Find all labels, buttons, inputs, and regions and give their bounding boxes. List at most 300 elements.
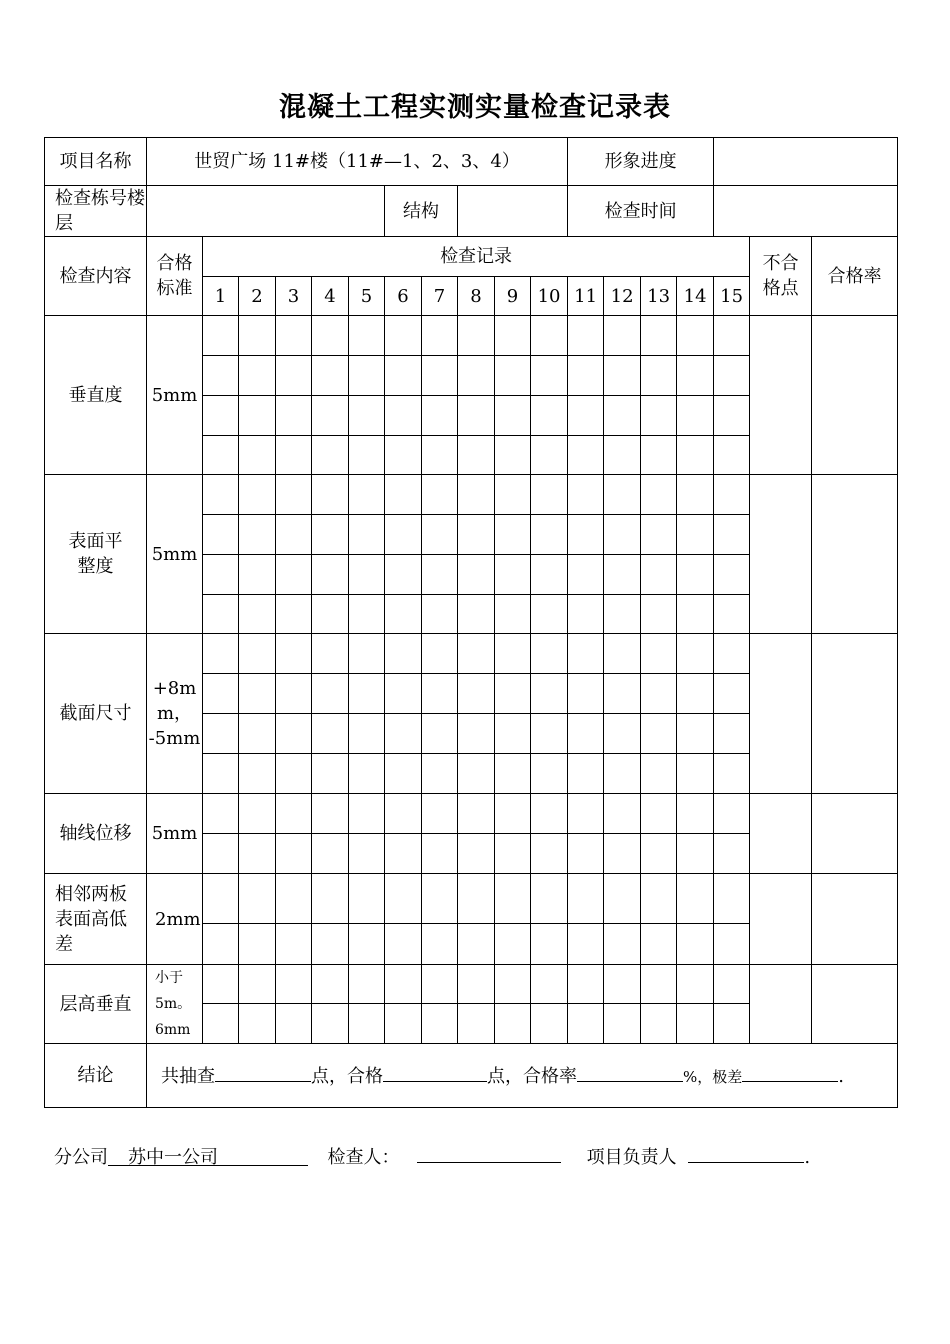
record-cell[interactable]	[641, 515, 677, 555]
record-cell[interactable]	[422, 634, 458, 674]
record-cell[interactable]	[385, 794, 422, 834]
record-cell[interactable]	[677, 475, 714, 515]
record-cell[interactable]	[714, 396, 750, 436]
record-cell[interactable]	[458, 634, 495, 674]
record-cell[interactable]	[568, 396, 604, 436]
fail-points-cell[interactable]	[750, 965, 812, 1044]
record-cell[interactable]	[714, 316, 750, 356]
record-cell[interactable]	[714, 714, 750, 754]
pass-rate-cell[interactable]	[812, 475, 898, 634]
record-cell[interactable]	[349, 794, 385, 834]
record-cell[interactable]	[677, 515, 714, 555]
record-cell[interactable]	[276, 595, 312, 634]
record-cell[interactable]	[349, 754, 385, 794]
record-cell[interactable]	[312, 595, 349, 634]
record-cell[interactable]	[239, 475, 276, 515]
record-cell[interactable]	[604, 396, 641, 436]
record-cell[interactable]	[203, 396, 239, 436]
pass-rate-cell[interactable]	[812, 316, 898, 475]
record-cell[interactable]	[385, 965, 422, 1004]
record-cell[interactable]	[239, 794, 276, 834]
record-cell[interactable]	[458, 316, 495, 356]
record-cell[interactable]	[312, 674, 349, 714]
record-cell[interactable]	[641, 674, 677, 714]
record-cell[interactable]	[276, 356, 312, 396]
record-cell[interactable]	[239, 924, 276, 965]
record-cell[interactable]	[495, 436, 531, 475]
record-cell[interactable]	[239, 634, 276, 674]
item-name-line: 表面平	[68, 531, 123, 552]
record-row	[45, 475, 898, 515]
record-cell[interactable]	[604, 515, 641, 555]
record-cell[interactable]	[714, 965, 750, 1004]
record-cell[interactable]	[495, 794, 531, 834]
project-name-field[interactable]: 世贸广场 11#楼（11#—1、2、3、4）	[147, 138, 568, 186]
record-cell[interactable]	[677, 356, 714, 396]
record-cell[interactable]	[531, 396, 568, 436]
record-cell[interactable]	[604, 754, 641, 794]
record-cell[interactable]	[531, 436, 568, 475]
record-cell[interactable]	[568, 674, 604, 714]
record-cell[interactable]	[422, 674, 458, 714]
record-cell[interactable]	[276, 396, 312, 436]
record-cell[interactable]	[604, 874, 641, 924]
record-cell[interactable]	[458, 834, 495, 874]
record-cell[interactable]	[276, 754, 312, 794]
record-cell[interactable]	[568, 754, 604, 794]
record-cell[interactable]	[641, 965, 677, 1004]
record-cell[interactable]	[531, 714, 568, 754]
record-cell[interactable]	[239, 965, 276, 1004]
record-cell[interactable]	[385, 754, 422, 794]
record-cell[interactable]	[239, 316, 276, 356]
record-cell[interactable]	[385, 555, 422, 595]
item-name-line: 表面高低	[55, 908, 127, 930]
sample-count-blank[interactable]	[215, 1061, 311, 1082]
record-cell[interactable]	[276, 555, 312, 595]
record-cell[interactable]	[385, 316, 422, 356]
progress-field[interactable]	[714, 138, 898, 186]
record-cell[interactable]	[239, 356, 276, 396]
record-cell[interactable]	[458, 436, 495, 475]
record-cell[interactable]	[531, 634, 568, 674]
record-cell[interactable]	[203, 965, 239, 1004]
record-cell[interactable]	[531, 356, 568, 396]
record-cell[interactable]	[276, 316, 312, 356]
record-cell[interactable]	[604, 555, 641, 595]
record-cell[interactable]	[385, 356, 422, 396]
record-cell[interactable]	[641, 595, 677, 634]
record-cell[interactable]	[239, 714, 276, 754]
pass-rate-cell[interactable]	[812, 634, 898, 794]
record-cell[interactable]	[677, 634, 714, 674]
record-cell[interactable]	[641, 475, 677, 515]
inspect-time-field[interactable]	[714, 186, 898, 237]
record-cell[interactable]	[312, 316, 349, 356]
record-cell[interactable]	[641, 356, 677, 396]
record-cell[interactable]	[568, 475, 604, 515]
record-cell[interactable]	[312, 515, 349, 555]
record-cell[interactable]	[458, 555, 495, 595]
record-cell[interactable]	[714, 356, 750, 396]
record-cell[interactable]	[531, 674, 568, 714]
project-lead-field[interactable]	[688, 1140, 804, 1163]
record-cell[interactable]	[276, 714, 312, 754]
record-cell[interactable]	[458, 794, 495, 834]
record-cell[interactable]	[385, 924, 422, 965]
record-cell[interactable]	[422, 794, 458, 834]
record-cell[interactable]	[604, 834, 641, 874]
record-cell[interactable]	[349, 834, 385, 874]
record-cell[interactable]	[349, 515, 385, 555]
column-header-row	[45, 237, 898, 277]
record-cell[interactable]	[239, 874, 276, 924]
record-cell[interactable]	[312, 555, 349, 595]
record-cell[interactable]	[276, 1004, 312, 1044]
fail-points-cell[interactable]	[750, 634, 812, 794]
record-cell[interactable]	[677, 874, 714, 924]
record-cell[interactable]	[458, 714, 495, 754]
record-cell[interactable]	[714, 794, 750, 834]
record-cell[interactable]	[568, 436, 604, 475]
record-cell[interactable]	[422, 834, 458, 874]
record-cell[interactable]	[312, 475, 349, 515]
record-cell[interactable]	[203, 475, 239, 515]
record-cell[interactable]	[458, 1004, 495, 1044]
record-cell[interactable]	[239, 515, 276, 555]
record-cell[interactable]	[604, 965, 641, 1004]
record-cell[interactable]	[349, 965, 385, 1004]
record-cell[interactable]	[349, 396, 385, 436]
record-cell[interactable]	[458, 924, 495, 965]
record-cell[interactable]	[385, 515, 422, 555]
record-cell[interactable]	[604, 674, 641, 714]
record-number: 2	[239, 277, 276, 316]
record-cell[interactable]	[495, 714, 531, 754]
record-cell[interactable]	[604, 595, 641, 634]
record-cell[interactable]	[568, 555, 604, 595]
record-cell[interactable]	[312, 1004, 349, 1044]
record-cell[interactable]	[276, 515, 312, 555]
record-cell[interactable]	[677, 924, 714, 965]
record-cell[interactable]	[641, 874, 677, 924]
record-cell[interactable]	[203, 316, 239, 356]
record-cell[interactable]	[239, 555, 276, 595]
record-cell[interactable]	[495, 874, 531, 924]
record-cell[interactable]	[385, 1004, 422, 1044]
record-cell[interactable]	[203, 595, 239, 634]
record-cell[interactable]	[203, 874, 239, 924]
range-blank[interactable]	[742, 1061, 838, 1082]
record-cell[interactable]	[495, 1004, 531, 1044]
record-cell[interactable]	[312, 874, 349, 924]
record-cell[interactable]	[677, 714, 714, 754]
record-cell[interactable]	[458, 356, 495, 396]
record-cell[interactable]	[312, 794, 349, 834]
record-cell[interactable]	[422, 316, 458, 356]
record-cell[interactable]	[568, 1004, 604, 1044]
record-cell[interactable]	[349, 555, 385, 595]
record-cell[interactable]	[203, 794, 239, 834]
record-cell[interactable]	[495, 475, 531, 515]
record-cell[interactable]	[239, 1004, 276, 1044]
record-cell[interactable]	[349, 714, 385, 754]
record-cell[interactable]	[714, 834, 750, 874]
record-cell[interactable]	[531, 555, 568, 595]
record-cell[interactable]	[422, 924, 458, 965]
record-cell[interactable]	[349, 874, 385, 924]
record-cell[interactable]	[604, 634, 641, 674]
record-cell[interactable]	[531, 924, 568, 965]
fail-points-cell[interactable]	[750, 794, 812, 874]
record-cell[interactable]	[531, 965, 568, 1004]
fail-points-cell[interactable]	[750, 475, 812, 634]
record-cell[interactable]	[349, 924, 385, 965]
record-cell[interactable]	[495, 316, 531, 356]
pass-count-blank[interactable]	[383, 1061, 487, 1082]
record-cell[interactable]	[422, 1004, 458, 1044]
record-cell[interactable]	[495, 674, 531, 714]
record-cell[interactable]	[568, 794, 604, 834]
record-cell[interactable]	[422, 595, 458, 634]
pass-rate-blank[interactable]	[577, 1061, 683, 1082]
record-cell[interactable]	[276, 475, 312, 515]
record-cell[interactable]	[677, 834, 714, 874]
record-cell[interactable]	[458, 595, 495, 634]
record-cell[interactable]	[458, 874, 495, 924]
record-cell[interactable]	[495, 555, 531, 595]
record-cell[interactable]	[677, 555, 714, 595]
record-cell[interactable]	[422, 965, 458, 1004]
branch-field[interactable]	[108, 1143, 308, 1166]
record-cell[interactable]	[203, 1004, 239, 1044]
record-cell[interactable]	[677, 396, 714, 436]
record-cell[interactable]	[239, 674, 276, 714]
record-cell[interactable]	[312, 924, 349, 965]
record-cell[interactable]	[531, 475, 568, 515]
record-cell[interactable]	[714, 924, 750, 965]
record-cell[interactable]	[312, 754, 349, 794]
record-cell[interactable]	[568, 874, 604, 924]
structure-field[interactable]	[458, 186, 568, 237]
record-cell[interactable]	[641, 794, 677, 834]
record-cell[interactable]	[495, 754, 531, 794]
record-cell[interactable]	[568, 634, 604, 674]
record-cell[interactable]	[495, 924, 531, 965]
record-cell[interactable]	[714, 1004, 750, 1044]
inspector-field[interactable]	[417, 1140, 561, 1163]
record-cell[interactable]	[276, 674, 312, 714]
record-cell[interactable]	[312, 634, 349, 674]
record-cell[interactable]	[203, 356, 239, 396]
record-cell[interactable]	[714, 674, 750, 714]
record-cell[interactable]	[495, 834, 531, 874]
record-cell[interactable]	[604, 436, 641, 475]
record-cell[interactable]	[458, 396, 495, 436]
record-cell[interactable]	[604, 356, 641, 396]
record-cell[interactable]	[458, 965, 495, 1004]
record-cell[interactable]	[495, 396, 531, 436]
record-cell[interactable]	[385, 475, 422, 515]
record-cell[interactable]	[568, 595, 604, 634]
record-cell[interactable]	[531, 754, 568, 794]
record-cell[interactable]	[714, 436, 750, 475]
record-cell[interactable]	[714, 874, 750, 924]
record-cell[interactable]	[203, 674, 239, 714]
record-cell[interactable]	[458, 515, 495, 555]
record-cell[interactable]	[385, 874, 422, 924]
record-cell[interactable]	[641, 924, 677, 965]
record-cell[interactable]	[677, 436, 714, 475]
record-cell[interactable]	[641, 436, 677, 475]
record-cell[interactable]	[458, 475, 495, 515]
record-cell[interactable]	[568, 356, 604, 396]
record-cell[interactable]	[677, 794, 714, 834]
record-cell[interactable]	[239, 595, 276, 634]
record-cell[interactable]	[276, 634, 312, 674]
record-cell[interactable]	[641, 316, 677, 356]
record-cell[interactable]	[422, 874, 458, 924]
record-cell[interactable]	[531, 316, 568, 356]
record-cell[interactable]	[422, 754, 458, 794]
record-cell[interactable]	[422, 475, 458, 515]
record-cell[interactable]	[604, 714, 641, 754]
record-cell[interactable]	[495, 515, 531, 555]
record-cell[interactable]	[203, 436, 239, 475]
record-cell[interactable]	[677, 754, 714, 794]
record-cell[interactable]	[641, 555, 677, 595]
record-cell[interactable]	[239, 396, 276, 436]
record-cell[interactable]	[677, 674, 714, 714]
record-cell[interactable]	[495, 595, 531, 634]
record-cell[interactable]	[677, 595, 714, 634]
record-cell[interactable]	[203, 634, 239, 674]
record-cell[interactable]	[495, 634, 531, 674]
item-standard-line: 5mm	[151, 823, 198, 844]
record-cell[interactable]	[531, 874, 568, 924]
pass-rate-cell[interactable]	[812, 874, 898, 965]
record-cell[interactable]	[349, 475, 385, 515]
record-cell[interactable]	[349, 356, 385, 396]
record-cell[interactable]	[312, 396, 349, 436]
record-cell[interactable]	[714, 475, 750, 515]
record-cell[interactable]	[385, 714, 422, 754]
record-cell[interactable]	[239, 754, 276, 794]
record-cell[interactable]	[276, 924, 312, 965]
record-cell[interactable]	[349, 436, 385, 475]
record-cell[interactable]	[604, 1004, 641, 1044]
record-cell[interactable]	[568, 924, 604, 965]
record-cell[interactable]	[568, 834, 604, 874]
record-cell[interactable]	[239, 436, 276, 475]
record-cell[interactable]	[604, 316, 641, 356]
record-cell[interactable]	[385, 595, 422, 634]
record-cell[interactable]	[349, 1004, 385, 1044]
record-cell[interactable]	[422, 515, 458, 555]
record-cell[interactable]	[239, 834, 276, 874]
record-cell[interactable]	[312, 965, 349, 1004]
fail-points-cell[interactable]	[750, 874, 812, 965]
record-cell[interactable]	[568, 515, 604, 555]
record-cell[interactable]	[203, 515, 239, 555]
record-cell[interactable]	[641, 754, 677, 794]
record-cell[interactable]	[458, 674, 495, 714]
record-cell[interactable]	[531, 595, 568, 634]
record-cell[interactable]	[568, 316, 604, 356]
record-cell[interactable]	[312, 436, 349, 475]
record-cell[interactable]	[422, 555, 458, 595]
record-cell[interactable]	[276, 874, 312, 924]
record-cell[interactable]	[276, 834, 312, 874]
record-cell[interactable]	[312, 714, 349, 754]
record-cell[interactable]	[604, 924, 641, 965]
record-cell[interactable]	[495, 965, 531, 1004]
record-cell[interactable]	[312, 356, 349, 396]
record-cell[interactable]	[312, 834, 349, 874]
record-cell[interactable]	[714, 555, 750, 595]
record-cell[interactable]	[677, 965, 714, 1004]
record-cell[interactable]	[276, 965, 312, 1004]
record-cell[interactable]	[203, 754, 239, 794]
record-cell[interactable]	[604, 475, 641, 515]
record-cell[interactable]	[385, 436, 422, 475]
pass-rate-cell[interactable]	[812, 794, 898, 874]
record-cell[interactable]	[641, 634, 677, 674]
record-cell[interactable]	[604, 794, 641, 834]
record-cell[interactable]	[349, 674, 385, 714]
record-cell[interactable]	[531, 834, 568, 874]
record-cell[interactable]	[276, 436, 312, 475]
record-cell[interactable]	[714, 634, 750, 674]
record-cell[interactable]	[385, 674, 422, 714]
record-cell[interactable]	[422, 714, 458, 754]
record-cell[interactable]	[349, 595, 385, 634]
record-cell[interactable]	[531, 515, 568, 555]
record-cell[interactable]	[349, 634, 385, 674]
record-cell[interactable]	[495, 356, 531, 396]
record-cell[interactable]	[677, 316, 714, 356]
record-cell[interactable]	[714, 595, 750, 634]
record-cell[interactable]	[422, 396, 458, 436]
record-cell[interactable]	[385, 634, 422, 674]
building-floor-field[interactable]	[147, 186, 385, 237]
record-cell[interactable]	[641, 1004, 677, 1044]
record-cell[interactable]	[422, 356, 458, 396]
record-cell[interactable]	[385, 834, 422, 874]
record-cell[interactable]	[677, 1004, 714, 1044]
record-cell[interactable]	[422, 436, 458, 475]
record-cell[interactable]	[203, 714, 239, 754]
record-cell[interactable]	[641, 396, 677, 436]
record-cell[interactable]	[714, 515, 750, 555]
record-cell[interactable]	[641, 714, 677, 754]
fail-points-cell[interactable]	[750, 316, 812, 475]
record-cell[interactable]	[531, 794, 568, 834]
record-cell[interactable]	[641, 834, 677, 874]
record-cell[interactable]	[568, 714, 604, 754]
record-cell[interactable]	[568, 965, 604, 1004]
record-cell[interactable]	[349, 316, 385, 356]
record-cell[interactable]	[276, 794, 312, 834]
record-cell[interactable]	[531, 1004, 568, 1044]
record-cell[interactable]	[203, 555, 239, 595]
record-cell[interactable]	[203, 924, 239, 965]
record-cell[interactable]	[714, 754, 750, 794]
record-cell[interactable]	[458, 754, 495, 794]
pass-rate-cell[interactable]	[812, 965, 898, 1044]
record-cell[interactable]	[203, 834, 239, 874]
record-cell[interactable]	[385, 396, 422, 436]
